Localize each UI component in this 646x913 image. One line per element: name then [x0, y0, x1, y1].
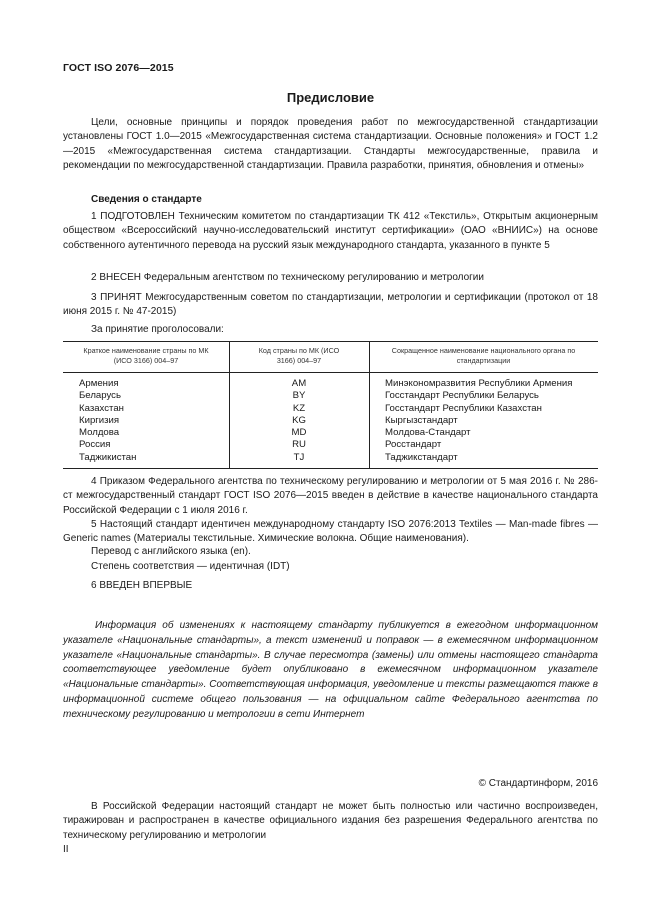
vote-label: За принятие проголосовали: [91, 324, 224, 335]
document-header: ГОСТ ISO 2076—2015 [63, 62, 174, 74]
table-cell: TJ [293, 451, 305, 463]
column-body [385, 378, 572, 464]
table-cell: BY [292, 390, 306, 402]
table-cell: Молдова [79, 427, 120, 439]
item-3-paragraph: 3 ПРИНЯТ Межгосударственным советом по стандартизации, метрологии и сертификации (протокол от 18 июня 2015 г. № 47-2015) [63, 292, 598, 318]
table-cell: Армения [79, 378, 119, 389]
item-1-paragraph: 1 ПОДГОТОВЛЕН Техническим комитетом по стандартизации ТК 412 «Текстиль», Открытым акционерным обществом «Всероссийский научно-исследовательский институт сертификации» (ОАО «ВНИИС») на основе собственного аутентичного перевода на русский язык международного стандарта, указанного в пункте 5 [63, 211, 598, 251]
table-cell: Таджикстандарт [385, 451, 458, 463]
reproduction-notice: В Российской Федерации настоящий стандарт не может быть полностью или частично воспроизведен, тиражирован и распространен в качестве официального издания без разрешения Федерального агентства по техническому регулированию и метрологии [63, 801, 598, 841]
table-cell: Молдова-Стандарт [385, 427, 471, 439]
table-cell: Киргизия [79, 414, 120, 426]
translation-note: Перевод с английского языка (en). [91, 546, 251, 557]
table-cell: KZ [292, 402, 306, 414]
table-cell: Беларусь [79, 390, 121, 402]
table-cell: KG [292, 414, 306, 426]
table-cell: AM [291, 378, 307, 389]
column-country [79, 378, 136, 464]
copyright-notice: © Стандартинформ, 2016 [478, 778, 598, 789]
table-cell: Таджикистан [79, 451, 137, 463]
item-4-paragraph: 4 Приказом Федерального агентства по техническому регулированию и метрологии от 5 мая 2016 г. № 286-ст межгосударственный стандарт ГОСТ ISO 2076—2015 введен в действие в качестве национального стандарта Российской Федерации с 1 июля 2016 г. [63, 476, 598, 516]
table-cell: RU [292, 439, 306, 451]
table-cell: Казахстан [79, 402, 124, 414]
voting-table [63, 341, 598, 469]
table-cell: Россия [79, 439, 111, 451]
table-cell: Минэкономразвития Республики Армения [385, 378, 573, 389]
table-header-body: Сокращенное наименование национального органа по стандартизации [391, 346, 576, 365]
table-divider [369, 342, 370, 468]
page-number: II [63, 844, 69, 855]
intro-paragraph: Цели, основные принципы и порядок проведения работ по межгосударственной стандартизации установлены ГОСТ 1.0—2015 «Межгосударственная система стандартизации. Основные положения» и ГОСТ 1.2—2015 «Межгосударственная система стандартизации. Стандарты межгосударственные, правила и рекомендации по межгосударственной стандартизации. Правила разработки, принятия, обновления и отмены» [63, 117, 598, 172]
table-cell: Кыргызстандарт [385, 414, 458, 426]
conformity-note: Степень соответствия — идентичная (IDT) [91, 561, 290, 572]
table-cell: Госстандарт Республики Казахстан [385, 402, 542, 414]
changes-notice: Информация об изменениях к настоящему стандарту публикуется в ежегодном информационном указателе «Национальные стандарты», а текст изменений и поправок — в ежемесячном информационном указателе «Национальные стандарты». В случае пересмотра (замены) или отмены настоящего стандарта соответствующее уведомление будет опубликовано в ежемесячном информационном указателе «Национальные стандарты». Соответствующая информация, уведомление и тексты размещаются также в информационной системе общего пользования — на официальном сайте Федерального агентства по техническому регулированию и метрологии в сети Интернет [63, 620, 598, 720]
table-header-country: Краткое наименование страны по МК (ИСО 3166) 004–97 [83, 346, 209, 365]
page-title: Предисловие [286, 90, 375, 105]
table-header-code: Код страны по МК (ИСО 3166) 004–97 [258, 346, 340, 365]
section-heading: Сведения о стандарте [91, 194, 202, 205]
item-6-paragraph: 6 ВВЕДЕН ВПЕРВЫЕ [91, 580, 193, 591]
column-code [229, 378, 369, 464]
table-header-row [63, 342, 598, 373]
table-cell: Госстандарт Республики Беларусь [385, 390, 539, 402]
item-5-paragraph: 5 Настоящий стандарт идентичен международному стандарту ISO 2076:2013 Textiles — Man-made fibres — Generic names (Материалы текстильные. Химические волокна. Общие наименования). [63, 519, 598, 545]
table-cell: MD [291, 427, 307, 439]
table-cell: Росстандарт [385, 439, 442, 451]
item-2-paragraph: 2 ВНЕСЕН Федеральным агентством по техническому регулированию и метрологии [91, 272, 484, 283]
